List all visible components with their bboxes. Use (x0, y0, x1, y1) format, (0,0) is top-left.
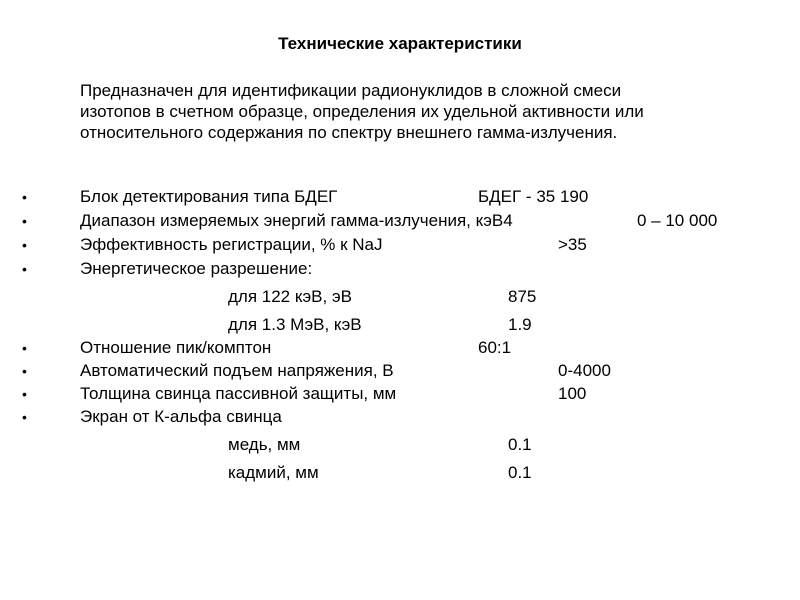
spec-label: для 1.3 МэВ, кэВ (228, 315, 362, 334)
spec-value: 1.9 (508, 315, 532, 334)
spec-label: Автоматический подъем напряжения, В (80, 361, 394, 380)
spec-row-peak-compton (22, 337, 780, 359)
spec-label: кадмий, мм (228, 463, 319, 482)
spec-row-lead-thickness (22, 383, 780, 405)
spec-value: 0.1 (508, 435, 532, 454)
spec-label: Диапазон измеряемых энергий гамма-излучения, кэВ4 (80, 211, 513, 230)
spec-row-energy-range (22, 210, 780, 232)
spec-row-res-122 (80, 286, 780, 308)
spec-label: Толщина свинца пассивной защиты, мм (80, 384, 397, 403)
bullet-icon: • (22, 261, 27, 277)
spec-value: 875 (508, 287, 537, 306)
intro-line: относительного содержания по спектру внешнего гамма-излучения. (80, 123, 618, 142)
spec-value: >35 (558, 235, 587, 254)
spec-row-res-13 (80, 314, 780, 336)
bullet-icon: • (22, 237, 27, 253)
spec-row-efficiency (22, 234, 780, 256)
bullet-icon: • (22, 363, 27, 379)
spec-value: 60:1 (478, 338, 512, 357)
spec-row-k-alpha-screen (22, 406, 780, 428)
spec-label: Экран от К-альфа свинца (80, 407, 282, 426)
bullet-icon: • (22, 386, 27, 402)
intro-line: изотопов в счетном образце, определения их удельной активности или (80, 102, 644, 121)
intro-line: Предназначен для идентификации радионуклидов в сложной смеси (80, 81, 622, 100)
spec-label: Энергетическое разрешение: (80, 259, 313, 278)
spec-row-copper (80, 434, 780, 456)
spec-label: Эффективность регистрации, % к NaJ (80, 235, 383, 254)
spec-row-cadmium (80, 462, 780, 484)
bullet-icon: • (22, 213, 27, 229)
spec-row-voltage (22, 360, 780, 382)
slide-title: Технические характеристики (278, 34, 522, 53)
bullet-icon: • (22, 340, 27, 356)
spec-label: медь, мм (228, 435, 301, 454)
spec-value: 100 (558, 384, 587, 403)
spec-value: 0 – 10 000 (637, 211, 718, 230)
spec-row-detector (22, 186, 780, 208)
bullet-icon: • (22, 409, 27, 425)
spec-label: для 122 кэВ, эВ (228, 287, 352, 306)
spec-value: БДЕГ - 35 190 (478, 187, 589, 206)
spec-row-resolution (22, 258, 780, 280)
bullet-icon: • (22, 189, 27, 205)
spec-value: 0.1 (508, 463, 532, 482)
spec-label: Блок детектирования типа БДЕГ (80, 187, 338, 206)
intro-paragraph (80, 80, 770, 143)
spec-label: Отношение пик/комптон (80, 338, 272, 357)
spec-value: 0-4000 (558, 361, 611, 380)
